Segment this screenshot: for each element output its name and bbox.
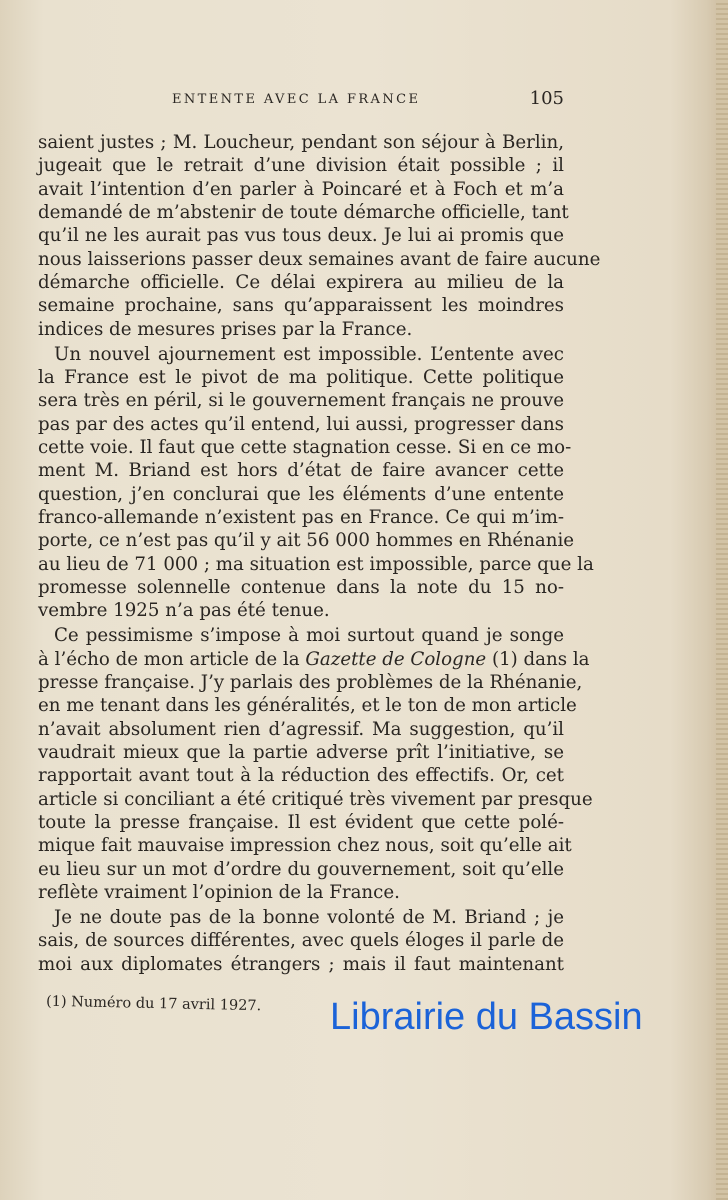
text-line: sera très en péril, si le gouvernement français ne prouve [38, 390, 564, 412]
text-line: porte, ce n’est pas qu’il y ait 56 000 hommes en Rhénanie [38, 530, 575, 552]
page-number: 105 [529, 88, 564, 109]
text-line: n’avait absolument rien d’agressif. Ma suggestion, qu’il [38, 718, 564, 740]
paragraph-1 [38, 131, 601, 341]
page-edge [716, 0, 728, 1200]
text-line: pas par des actes qu’il entend, lui aussi, progresser dans [38, 413, 564, 435]
text-line: semaine prochaine, sans qu’apparaissent les moindres [38, 295, 564, 317]
text-line: presse française. J’y parlais des problèmes de la Rhénanie, [38, 671, 583, 693]
text-line: reflète vraiment l’opinion de la France. [38, 882, 400, 903]
paragraph-3 [38, 624, 593, 904]
text-line: cette voie. Il faut que cette stagnation cesse. Si en ce mo- [38, 436, 572, 458]
text-line: article si conciliant a été critiqué très vivement par presque [38, 788, 593, 810]
text-line: vembre 1925 n’a pas été tenue. [38, 600, 330, 622]
page-header [38, 88, 564, 112]
paragraph-2 [38, 343, 594, 623]
text-line: démarche officielle. Ce délai expirera au milieu de la [38, 272, 564, 294]
text-line: demandé de m’abstenir de toute démarche officielle, tant [38, 202, 569, 224]
text-line: qu’il ne les aurait pas vus tous deux. Je lui ai promis que [38, 225, 564, 247]
text-line: ment M. Briand est hors d’état de faire avancer cette [38, 460, 564, 482]
footnote: (1) Numéro du 17 avril 1927. [45, 993, 262, 1015]
text-line [38, 648, 590, 671]
text-line: promesse solennelle contenue dans la note du 15 no- [38, 577, 564, 599]
text-line: Un nouvel ajournement est impossible. L’entente avec [54, 343, 564, 365]
text-line: Ce pessimisme s’impose à moi surtout quand je songe [54, 625, 564, 647]
text-line: nous laisserions passer deux semaines avant de faire aucune [38, 248, 601, 270]
text-line: jugeait que le retrait d’une division était possible ; il [38, 155, 564, 177]
text-line: indices de mesures prises par la France. [38, 318, 413, 340]
text-line: franco-allemande n’existent pas en France. Ce qui m’im- [38, 507, 564, 528]
text-line: au lieu de 71 000 ; ma situation est impossible, parce que la [38, 553, 594, 575]
text-line: mique fait mauvaise impression chez nous, soit qu’elle ait [38, 835, 572, 857]
text-line: question, j’en conclurai que les éléments d’une entente [38, 483, 564, 505]
text-line: avait l’intention d’en parler à Poincaré et à Foch et m’a [38, 178, 564, 200]
watermark: Librairie du Bassin [330, 996, 643, 1038]
text-segment: à l’écho de mon article de la [38, 648, 300, 670]
text-line: toute la presse française. Il est évident que cette polé- [38, 811, 564, 833]
text-line: saient justes ; M. Loucheur, pendant son séjour à Berlin, [38, 132, 564, 153]
newspaper-title: Gazette de Cologne [305, 648, 487, 670]
text-line: vaudrait mieux que la partie adverse prît l’initiative, se [38, 741, 564, 763]
text-line: en me tenant dans les généralités, et le ton de mon article [38, 695, 577, 717]
text-line: moi aux diplomates étrangers ; mais il faut maintenant [38, 953, 564, 975]
text-line: rapportait avant tout à la réduction des effectifs. Or, cet [38, 765, 564, 787]
footnote-reference: (1) dans la [491, 648, 590, 670]
text-line: Je ne doute pas de la bonne volonté de M. Briand ; je [54, 906, 564, 928]
text-line: sais, de sources différentes, avec quels éloges il parle de [38, 930, 564, 952]
page-body [38, 131, 601, 976]
running-title: ENTENTE AVEC LA FRANCE [172, 92, 421, 107]
text-line: la France est le pivot de ma politique. Cette politique [38, 366, 564, 388]
text-line: eu lieu sur un mot d’ordre du gouvernement, soit qu’elle [38, 858, 564, 880]
paragraph-4 [38, 906, 564, 976]
